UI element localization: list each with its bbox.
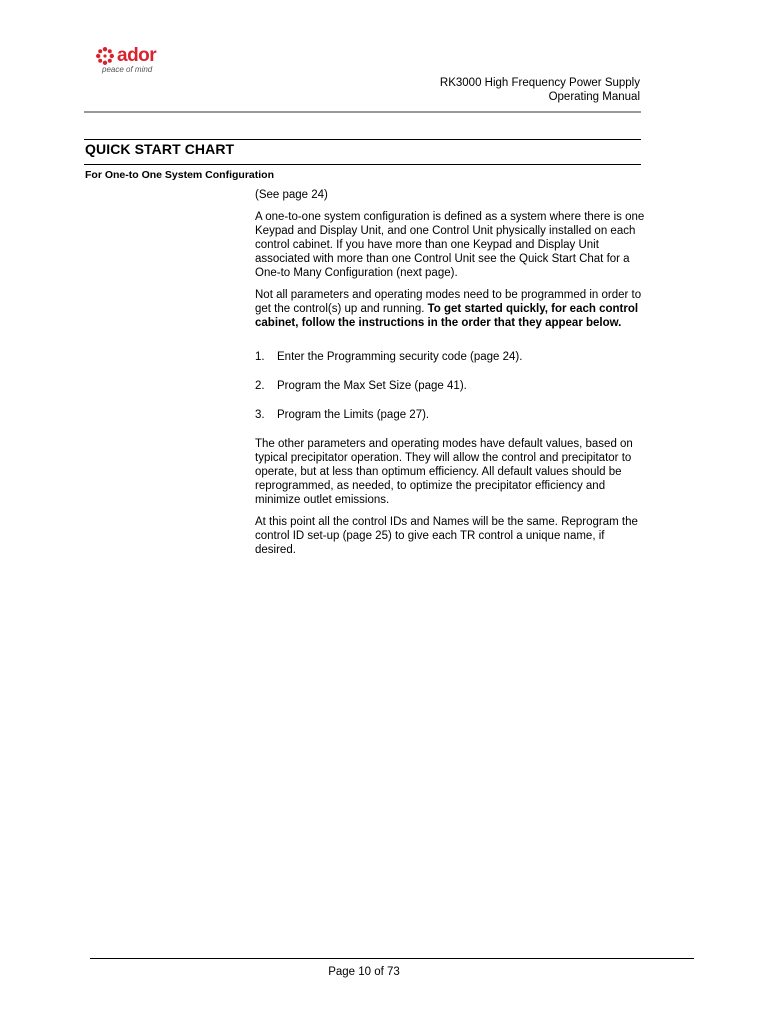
paragraph-instructions-bold: To get started quickly, for each control cabinet, follow the instructions in the order that they appear below.	[255, 303, 639, 329]
steps-list	[255, 350, 645, 422]
paragraph-instructions-text: Not all parameters and operating modes need to be programmed in order to get the control(s) up and running.	[255, 289, 642, 315]
step-number: 2.	[255, 380, 265, 392]
paragraph-definition: A one-to-one system configuration is defined as a system where there is one Keypad and Display Unit, and one Control Unit physically installed on each control cabinet. If you have more than one Keypad and Display Unit associated with more than one Control Unit see the Quick Start Chat for a One-to Many Configuration (next page).	[255, 211, 645, 279]
asterisk-flower-icon	[95, 46, 115, 66]
step-text: Program the Max Set Size (page 41).	[277, 380, 467, 392]
paragraph-control-ids: At this point all the control IDs and Names will be the same. Reprogram the control ID set-up (page 25) to give each TR control a unique name, if desired.	[255, 516, 638, 556]
list-item	[255, 379, 645, 393]
paragraph-defaults: The other parameters and operating modes have default values, based on typical precipitator operation. They will allow the control and precipitator to operate, but at less than optimum efficiency. All default values should be reprogrammed, as needed, to optimize the precipitator efficiency and minimize outlet emissions.	[255, 438, 633, 506]
section-top-rule	[84, 139, 641, 140]
step-number: 1.	[255, 351, 265, 363]
company-logo	[95, 46, 195, 86]
list-item	[255, 350, 645, 364]
logo-wordmark: ador	[117, 45, 157, 66]
list-item	[255, 408, 645, 422]
paragraph-instructions	[255, 288, 645, 330]
see-page-reference: (See page 24)	[255, 189, 328, 201]
step-number: 3.	[255, 409, 265, 421]
footer-divider	[90, 958, 694, 959]
section-title: QUICK START CHART	[85, 141, 235, 157]
header-product-line: RK3000 High Frequency Power Supply	[439, 77, 640, 89]
page-number: Page 10 of 73	[328, 966, 400, 978]
logo-tagline: peace of mind	[102, 65, 153, 74]
section-subtitle: For One-to One System Configuration	[85, 169, 275, 181]
section-bottom-rule	[84, 164, 641, 165]
header-divider	[84, 111, 641, 113]
header-manual-line: Operating Manual	[548, 91, 640, 103]
document-header	[440, 76, 640, 104]
step-text: Enter the Programming security code (page 24).	[277, 351, 523, 363]
step-text: Program the Limits (page 27).	[277, 409, 430, 421]
body-content	[255, 188, 645, 565]
